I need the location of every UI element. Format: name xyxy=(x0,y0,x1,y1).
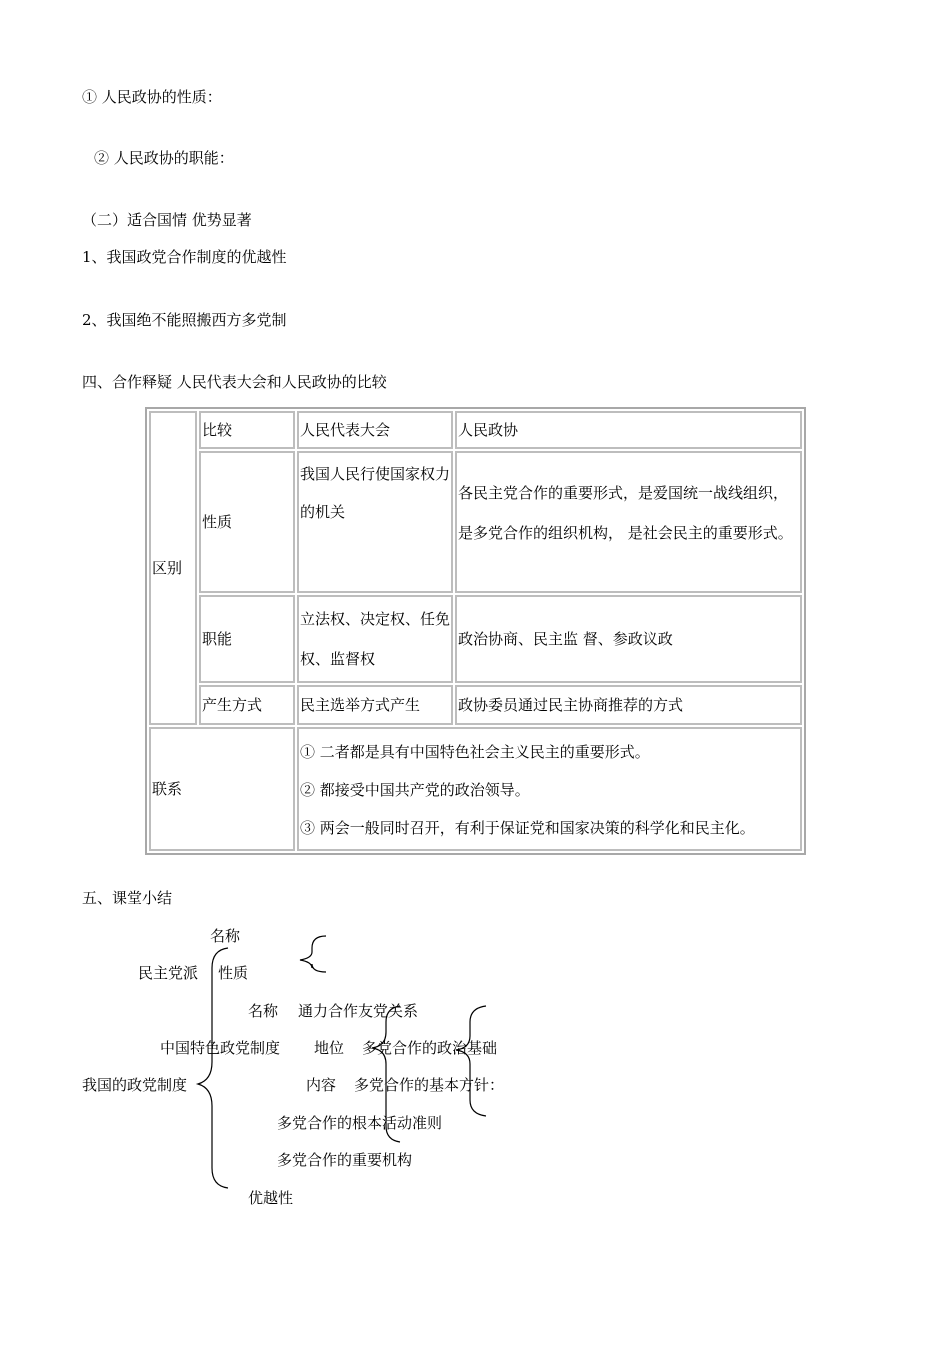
row-label-nature: 性质 xyxy=(199,451,295,593)
comparison-table xyxy=(145,407,806,855)
cppcc-nature-line: ① 人民政协的性质： xyxy=(82,88,222,106)
row-label-formation: 产生方式 xyxy=(199,685,295,725)
summary-organ: 多党合作的重要机构 xyxy=(277,1151,413,1169)
summary-root: 我国的政党制度 xyxy=(82,1076,188,1094)
summary-sys-name: 名称 xyxy=(248,1002,279,1020)
relation-item: ② 都接受中国共产党的政治领导。 xyxy=(300,781,530,799)
header-cppcc: 人民政协 xyxy=(455,411,802,449)
relation-item: ③ 两会一般同时召开，有利于保证党和国家决策的科学化和民主化。 xyxy=(300,819,755,837)
point-1-superiority: 1、我国政党合作制度的优越性 xyxy=(82,248,287,266)
summary-system: 中国特色政党制度 xyxy=(160,1039,281,1057)
cell-relations xyxy=(297,727,802,851)
cell-npc-nature: 我国人民行使国家权力的机关 xyxy=(297,451,453,593)
parties-brace xyxy=(300,936,326,972)
root-brace xyxy=(198,948,228,1188)
cppcc-function-line: ② 人民政协的职能： xyxy=(94,149,234,167)
summary-parties-nature: 性质 xyxy=(218,964,249,982)
table-header-row xyxy=(149,411,802,449)
summary-sys-name-value: 通力合作友党关系 xyxy=(298,1002,419,1020)
row-label-function: 职能 xyxy=(199,595,295,683)
table-row xyxy=(149,451,802,593)
summary-sys-status-value: 多党合作的政治基础 xyxy=(362,1039,498,1057)
section-heading-advantage: （二）适合国情 优势显著 xyxy=(82,211,252,229)
section-heading-comparison: 四、合作释疑 人民代表大会和人民政协的比较 xyxy=(82,373,387,391)
header-npc: 人民代表大会 xyxy=(297,411,453,449)
cell-cppcc-formation: 政协委员通过民主协商推荐的方式 xyxy=(455,685,802,725)
cell-npc-function: 立法权、决定权、任免权、监督权 xyxy=(297,595,453,683)
table-row xyxy=(149,595,802,683)
cell-cppcc-function: 政治协商、民主监 督、参政议政 xyxy=(455,595,802,683)
summary-sys-status: 地位 xyxy=(314,1039,345,1057)
table-row-relation xyxy=(149,727,802,851)
section-heading-summary: 五、课堂小结 xyxy=(82,889,173,907)
content-brace xyxy=(456,1006,486,1116)
section-relation-label: 联系 xyxy=(149,727,295,851)
relation-item: ① 二者都是具有中国特色社会主义民主的重要形式。 xyxy=(300,743,650,761)
summary-advantage: 优越性 xyxy=(248,1189,294,1207)
header-item: 比较 xyxy=(199,411,295,449)
summary-parties: 民主党派 xyxy=(138,964,199,982)
cell-npc-formation: 民主选举方式产生 xyxy=(297,685,453,725)
section-difference-label: 区别 xyxy=(149,411,197,725)
summary-parties-name: 名称 xyxy=(210,927,241,945)
summary-principle: 多党合作的根本活动准则 xyxy=(277,1114,443,1132)
summary-sys-content: 内容 xyxy=(306,1076,337,1094)
cell-cppcc-nature: 各民主党合作的重要形式，是爱国统一战线组织，是多党合作的组织机构， 是社会民主的重要形式。 xyxy=(455,451,802,593)
summary-sys-content-value: 多党合作的基本方针： xyxy=(354,1076,505,1094)
point-2-no-western-multiparty: 2、我国绝不能照搬西方多党制 xyxy=(82,311,287,329)
table-row xyxy=(149,685,802,725)
